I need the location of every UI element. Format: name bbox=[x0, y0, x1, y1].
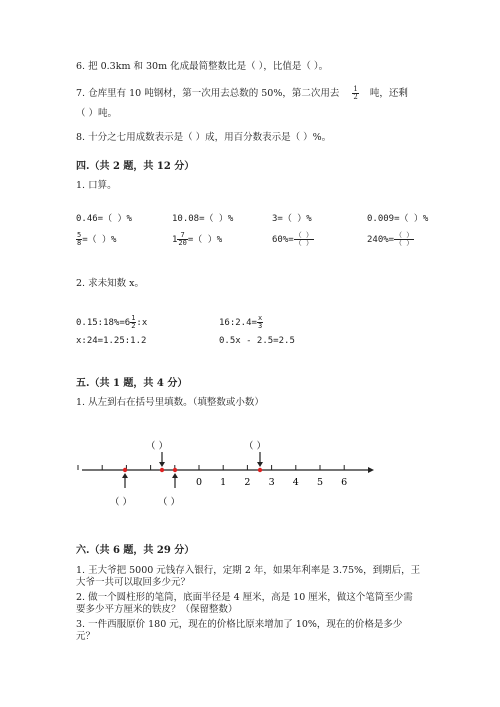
red-point bbox=[123, 468, 127, 472]
question-6-3-line1: 3. 一件西服原价 180 元，现在的价格比原来增加了 10%，现在的价格是多少 bbox=[76, 619, 403, 630]
red-point bbox=[160, 468, 164, 472]
question-8: 8. 十分之七用成数表示是（ ）成，用百分数表示是（ ）%。 bbox=[76, 132, 332, 143]
number-line-tick-labels bbox=[196, 477, 347, 488]
expression-left: 60%= bbox=[272, 235, 294, 245]
mental-math-8 bbox=[367, 232, 414, 247]
question-7-text: 7. 仓库里有 10 吨钢材，第一次用去总数的 50%，第二次用去 bbox=[76, 88, 340, 99]
question-7-line2: （ ）吨。 bbox=[76, 108, 118, 119]
number-line-tick-label: 2 bbox=[244, 477, 251, 488]
section-4-heading: 四.（共 2 题，共 12 分） bbox=[76, 161, 195, 172]
expression-rest: =（ ）% bbox=[187, 235, 223, 245]
mental-math-4: 0.009=（ ）% bbox=[367, 214, 429, 224]
fraction bbox=[257, 315, 263, 330]
question-7-text-b: 吨，还剩 bbox=[369, 88, 408, 99]
fraction-denominator: （ ） bbox=[395, 239, 414, 247]
fraction-numerator: 1 bbox=[353, 85, 358, 93]
section-4-q2-title: 2. 求未知数 x。 bbox=[76, 278, 144, 289]
number-line bbox=[0, 430, 500, 520]
number-line-tick-label: 3 bbox=[268, 477, 275, 488]
red-point bbox=[258, 468, 262, 472]
number-line-tick-label: 6 bbox=[341, 477, 348, 488]
fraction bbox=[394, 232, 414, 247]
down-arrow-head-icon bbox=[257, 462, 263, 467]
mental-math-3: 3=（ ）% bbox=[272, 214, 312, 224]
equation-3: x:24=1.25:1.2 bbox=[76, 336, 147, 346]
fraction-numerator: 7 bbox=[177, 232, 187, 240]
equation-2 bbox=[219, 315, 263, 330]
section-6-heading: 六.（共 6 题，共 29 分） bbox=[76, 545, 195, 556]
answer-blank-top-1: （ ） bbox=[146, 441, 169, 452]
equation-left: 16:2.4= bbox=[219, 318, 257, 328]
up-arrow-head-icon bbox=[172, 473, 178, 478]
fraction-denominator: 2 bbox=[131, 322, 136, 330]
fraction-numerator: （ ） bbox=[395, 231, 414, 239]
answer-blank-top-2: （ ） bbox=[244, 441, 267, 452]
equation-right: :x bbox=[136, 318, 148, 328]
question-6: 6. 把 0.3km 和 30m 化成最简整数比是（ ），比值是（ ）。 bbox=[76, 61, 329, 72]
fraction-denominator: 3 bbox=[257, 322, 263, 330]
mental-math-1: 0.46=（ ）% bbox=[76, 214, 132, 224]
mental-math-2: 10.08=（ ）% bbox=[172, 214, 234, 224]
number-line-tick-label: 4 bbox=[292, 477, 299, 488]
expression-rest: =（ ）% bbox=[82, 235, 117, 245]
mental-math-7 bbox=[272, 232, 314, 247]
question-6-1-line1: 1. 王大爷把 5000 元钱存入银行，定期 2 年，如果年利率是 3.75%，到期后，王 bbox=[76, 565, 421, 576]
fraction bbox=[294, 232, 314, 247]
answer-blank-bottom-2: （ ） bbox=[158, 497, 181, 508]
number-line-tick-label: 5 bbox=[316, 477, 324, 488]
number-line-tick-label: 0 bbox=[195, 477, 203, 488]
fraction-numerator: 5 bbox=[77, 231, 82, 239]
section-4-q1-title: 1. 口算。 bbox=[76, 180, 117, 191]
question-7-fraction bbox=[352, 86, 358, 101]
equation-left: 0.15:18%=6 bbox=[76, 318, 131, 328]
equation-1 bbox=[76, 315, 147, 330]
red-point bbox=[173, 468, 177, 472]
section-5-q1-title: 1. 从左到右在括号里填数。（填整数或小数） bbox=[76, 397, 264, 408]
mental-math-6 bbox=[172, 232, 222, 247]
down-arrow-head-icon bbox=[159, 462, 165, 467]
number-line-tick-label: 1 bbox=[220, 477, 227, 488]
equation-4: 0.5x - 2.5=2.5 bbox=[219, 336, 295, 346]
fraction-denominator: （ ） bbox=[294, 239, 313, 247]
section-5-heading: 五.（共 1 题，共 4 分） bbox=[76, 378, 188, 389]
fraction-denominator: 2 bbox=[353, 93, 358, 101]
question-6-2-line2: 要多少平方厘米的铁皮？（保留整数） bbox=[76, 604, 238, 615]
up-arrow-head-icon bbox=[122, 473, 128, 478]
fraction-numerator: 1 bbox=[131, 314, 136, 322]
arrow-head-icon bbox=[368, 467, 374, 473]
fraction-numerator: （ ） bbox=[294, 231, 313, 239]
expression-left: 240%= bbox=[367, 235, 395, 245]
fraction-denominator: 20 bbox=[178, 239, 187, 247]
question-6-2-line1: 2. 做一个圆柱形的笔筒，底面半径是 4 厘米，高是 10 厘米，做这个笔筒至少需 bbox=[76, 592, 413, 603]
mixed-number-whole: 1 bbox=[172, 235, 178, 245]
question-7-line1 bbox=[76, 86, 408, 101]
mental-math-5 bbox=[76, 232, 116, 247]
fraction bbox=[177, 232, 187, 247]
fraction-denominator: 8 bbox=[77, 239, 82, 247]
question-6-3-line2: 元？ bbox=[76, 631, 96, 642]
fraction-numerator: x bbox=[257, 314, 263, 322]
answer-blank-bottom-1: （ ） bbox=[110, 497, 133, 508]
number-line-ticks bbox=[78, 465, 344, 470]
question-6-1-line2: 大爷一共可以取回多少元？ bbox=[76, 577, 191, 588]
